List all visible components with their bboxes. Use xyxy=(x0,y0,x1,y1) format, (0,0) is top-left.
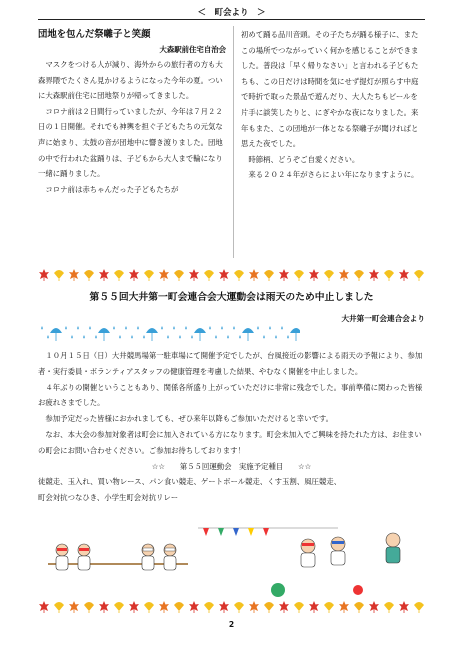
article1-paragraph: 来る２０２４年がさらによい年になりますように。 xyxy=(248,170,419,180)
ginkgo-leaf-icon xyxy=(53,601,65,613)
ginkgo-leaf-icon xyxy=(323,601,335,613)
ginkgo-leaf-icon xyxy=(383,269,395,281)
article2-paragraph: なお、本大会の参加対象者は町会に加入されている方になります。町会未加入でご興味を持たれた方は、お住まいの町会にお問い合わせください。ご参加お待ちしております！ xyxy=(38,429,422,455)
page-header: ＜ 町会より ＞ xyxy=(197,8,266,18)
header-rule xyxy=(38,19,425,20)
article1-byline: 大森駅前住宅自治会 xyxy=(159,45,226,54)
maple-leaf-icon xyxy=(308,269,320,281)
raindrop-icon xyxy=(227,335,229,339)
umbrella-icon xyxy=(146,328,158,341)
ginkgo-leaf-icon xyxy=(233,269,245,281)
raindrop-icon xyxy=(167,335,169,339)
ginkgo-leaf-icon xyxy=(203,601,215,613)
maple-leaf-icon xyxy=(368,601,380,613)
maple-leaf-icon xyxy=(248,601,260,613)
running-kids-icon xyxy=(301,533,400,567)
article2-byline: 大井第一町会連合会より xyxy=(341,314,425,323)
autumn-leaf-border-top xyxy=(38,268,425,282)
raindrop-icon xyxy=(137,326,139,330)
umbrella-icon xyxy=(194,328,206,341)
article1-paragraph: マスクをつける人が減り、海外からの旅行者の方も大森界隈でたくさん見かけるようになった今年の夏。ついに大森駅前住宅に団地祭りが帰ってきました。 xyxy=(38,60,223,101)
umbrella-icon xyxy=(290,328,300,341)
raindrop-icon xyxy=(47,335,49,339)
article1-paragraph: 時節柄、どうぞご自愛ください。 xyxy=(248,154,360,164)
raindrop-icon xyxy=(233,326,235,330)
maple-leaf-icon xyxy=(218,601,230,613)
raindrop-icon xyxy=(77,326,79,330)
raindrop-icon xyxy=(71,335,73,339)
ginkgo-leaf-icon xyxy=(263,269,275,281)
ginkgo-leaf-icon xyxy=(53,269,65,281)
ginkgo-leaf-icon xyxy=(323,269,335,281)
umbrella-icon xyxy=(242,328,254,341)
article2-paragraph: ４年ぶりの開催ということもあり、関係各所盛り上がっていただけに非常に残念でした。事前準備に関わった皆様お疲れさまでした。 xyxy=(38,382,423,408)
raindrop-icon xyxy=(41,326,43,330)
events-heading: ☆☆ 第５５回運動会 実施予定種目 ☆☆ xyxy=(151,461,312,471)
raindrop-icon xyxy=(65,326,67,330)
ginkgo-leaf-icon xyxy=(383,601,395,613)
maple-leaf-icon xyxy=(218,269,230,281)
maple-leaf-icon xyxy=(368,269,380,281)
ginkgo-leaf-icon xyxy=(263,601,275,613)
raindrop-icon xyxy=(263,335,265,339)
umbrella-icon xyxy=(50,328,62,341)
ginkgo-leaf-icon xyxy=(233,601,245,613)
events-list-line: 町会対抗つなひき、小学生町会対抗リレー xyxy=(38,493,179,503)
column-divider xyxy=(233,26,234,258)
ginkgo-leaf-icon xyxy=(173,601,185,613)
ginkgo-leaf-icon xyxy=(83,601,95,613)
raindrop-icon xyxy=(281,326,283,330)
article2-paragraph: １０月１５日（日）大井競馬場第一駐車場にて開催予定でしたが、台風接近の影響による雨天の予報により、参加者・実行委員・ボランティアスタッフの健康管理を考慮した結果、やむなく開催を中止しました。 xyxy=(38,351,423,376)
maple-leaf-icon xyxy=(338,269,350,281)
page-number: 2 xyxy=(228,620,235,629)
maple-leaf-icon xyxy=(158,269,170,281)
article1-paragraph: 初めて踊る品川音頭。その子たちが踊る様子に、またこの場所でつながっていく何かを感じることができました。普段は「早く帰りなさい」と言われる子どもたちも、この日だけは時間を気にせず提灯が照らす中庭で時折で取った景品で遊んだり、大人たちもビールを片手に談笑したりと、にぎやかな夜になりました。来年もまた、この団地が一体となる祭囃子が聞ければと思えた夜でした。 xyxy=(241,30,419,149)
ginkgo-leaf-icon xyxy=(293,269,305,281)
raindrop-icon xyxy=(185,326,187,330)
maple-leaf-icon xyxy=(188,269,200,281)
maple-leaf-icon xyxy=(158,601,170,613)
raindrop-icon xyxy=(221,326,223,330)
article1-left-column xyxy=(38,27,226,197)
events-list-line: 徒競走、玉入れ、買い物レース、パン食い競走、ゲートボール競走、くす玉割、風圧競走、 xyxy=(38,477,342,487)
raindrop-icon xyxy=(83,335,85,339)
autumn-leaf-border-bottom xyxy=(38,600,425,614)
maple-leaf-icon xyxy=(38,269,50,281)
ginkgo-leaf-icon xyxy=(83,269,95,281)
raindrop-icon xyxy=(239,335,241,339)
ginkgo-leaf-icon xyxy=(143,601,155,613)
ginkgo-leaf-icon xyxy=(173,269,185,281)
ginkgo-leaf-icon xyxy=(113,269,125,281)
maple-leaf-icon xyxy=(248,269,260,281)
maple-leaf-icon xyxy=(38,601,50,613)
raindrop-icon xyxy=(257,326,259,330)
bunting-flags-icon xyxy=(198,528,338,536)
maple-leaf-icon xyxy=(338,601,350,613)
ginkgo-leaf-icon xyxy=(353,601,365,613)
maple-leaf-icon xyxy=(98,269,110,281)
article1-paragraph: コロナ前は２日間行っていましたが、今年は７月２２日の１日開催。それでも神輿を担ぐ子どもたちの元気な声に始まり、太鼓の音が団地中に響き渡りました。団地の中で行われた盆踊りは、子どもから大人まで輪になり一緒に踊りました。 xyxy=(38,106,223,179)
raindrop-icon xyxy=(287,335,289,339)
ginkgo-leaf-icon xyxy=(293,601,305,613)
raindrop-icon xyxy=(269,326,271,330)
ginkgo-leaf-icon xyxy=(143,269,155,281)
maple-leaf-icon xyxy=(278,601,290,613)
raindrop-icon xyxy=(179,335,181,339)
raindrop-icon xyxy=(95,335,97,339)
raindrop-icon xyxy=(113,326,115,330)
maple-leaf-icon xyxy=(398,601,410,613)
ginkgo-leaf-icon xyxy=(413,269,425,281)
raindrop-icon xyxy=(125,326,127,330)
ginkgo-leaf-icon xyxy=(203,269,215,281)
rain-umbrella-decoration xyxy=(38,320,300,346)
raindrop-icon xyxy=(215,335,217,339)
tug-of-war-kids-icon xyxy=(56,544,176,570)
raindrop-icon xyxy=(209,326,211,330)
ginkgo-leaf-icon xyxy=(113,601,125,613)
maple-leaf-icon xyxy=(398,269,410,281)
article1-paragraph: コロナ前は赤ちゃんだった子どもたちが xyxy=(45,184,179,194)
raindrop-icon xyxy=(191,335,193,339)
maple-leaf-icon xyxy=(128,601,140,613)
maple-leaf-icon xyxy=(188,601,200,613)
article2-title: 第５５回大井第一町会連合会大運動会は雨天のため中止しました xyxy=(89,292,374,303)
maple-leaf-icon xyxy=(68,269,80,281)
raindrop-icon xyxy=(89,326,91,330)
raindrop-icon xyxy=(161,326,163,330)
raindrop-icon xyxy=(143,335,145,339)
maple-leaf-icon xyxy=(308,601,320,613)
raindrop-icon xyxy=(119,335,121,339)
raindrop-icon xyxy=(173,326,175,330)
raindrop-icon xyxy=(131,335,133,339)
maple-leaf-icon xyxy=(128,269,140,281)
sports-day-illustration xyxy=(38,520,425,612)
ginkgo-leaf-icon xyxy=(413,601,425,613)
article1-title: 団地を包んだ祭囃子と笑顔 xyxy=(38,29,151,40)
umbrella-icon xyxy=(98,328,110,341)
article1-right-column xyxy=(241,27,425,183)
red-ball-icon xyxy=(353,585,363,595)
article2-body xyxy=(38,348,425,506)
maple-leaf-icon xyxy=(68,601,80,613)
maple-leaf-icon xyxy=(278,269,290,281)
maple-leaf-icon xyxy=(98,601,110,613)
ginkgo-leaf-icon xyxy=(353,269,365,281)
green-ball-icon xyxy=(271,583,285,597)
raindrop-icon xyxy=(275,335,277,339)
article2-paragraph: 参加予定だった皆様におかれましても、ぜひ来年以降もご参加いただけると幸いです。 xyxy=(45,414,334,424)
